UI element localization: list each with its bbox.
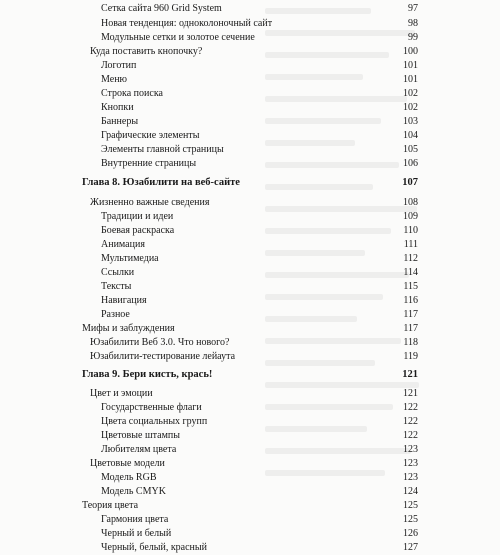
toc-entry-page: 123 [403, 444, 418, 455]
toc-entry-title: Анимация [101, 239, 145, 250]
toc-entry-title: Мультимедиа [101, 253, 159, 264]
toc-entry-title: Глава 8. Юзабилити на веб-сайте [82, 177, 240, 188]
toc-entry-page: 110 [403, 225, 418, 236]
toc-entry-title: Цвет и эмоции [90, 388, 153, 399]
toc-entry [0, 308, 500, 322]
toc-entry-page: 111 [403, 239, 418, 250]
toc-entry [0, 210, 500, 224]
toc-entry [0, 73, 500, 87]
toc-entry-title: Строка поиска [101, 88, 163, 99]
toc-entry [0, 350, 500, 364]
toc-entry-page: 99 [408, 32, 418, 43]
toc-entry [0, 2, 500, 16]
toc-entry-page: 103 [403, 116, 418, 127]
toc-entry-title: Кнопки [101, 102, 134, 113]
toc-entry [0, 87, 500, 101]
toc-entry-title: Цветовые штампы [101, 430, 180, 441]
toc-entry-page: 117 [403, 323, 418, 334]
toc-entry [0, 280, 500, 294]
toc-entry-page: 106 [403, 158, 418, 169]
toc-entry [0, 115, 500, 129]
toc-entry [0, 415, 500, 429]
toc-entry-page: 97 [408, 3, 418, 14]
toc-entry-title: Теория цвета [82, 500, 139, 511]
toc-entry-page: 126 [403, 528, 418, 539]
toc-entry [0, 429, 500, 443]
toc-entry-page: 125 [403, 500, 418, 511]
toc-entry-title: Новая тенденция: одноколоночный сайт [101, 18, 273, 29]
toc-entry-page: 105 [403, 144, 418, 155]
toc-entry-title: Модульные сетки и золотое сечение [101, 32, 255, 43]
toc-entry-title: Элементы главной страницы [101, 144, 224, 155]
toc-entry-page: 121 [403, 388, 418, 399]
toc-entry-page: 122 [403, 416, 418, 427]
toc-entry [0, 336, 500, 350]
toc-entry [0, 252, 500, 266]
toc-entry-page: 121 [402, 369, 418, 380]
toc-entry [0, 485, 500, 499]
toc-entry-page: 104 [403, 130, 418, 141]
toc-entry-title: Куда поставить кнопочку? [90, 46, 203, 57]
toc-entry-title: Мифы и заблуждения [82, 323, 175, 334]
toc-entry-page: 125 [403, 514, 418, 525]
toc-entry-page: 108 [403, 197, 418, 208]
toc-entry-title: Любителям цвета [101, 444, 177, 455]
toc-entry-page: 115 [403, 281, 418, 292]
toc-entry-page: 109 [403, 211, 418, 222]
toc-entry [0, 129, 500, 143]
toc-entry [0, 59, 500, 73]
toc-entry [0, 527, 500, 541]
toc-entry-title: Черный, белый, красный [101, 542, 207, 553]
toc-entry-title: Сетка сайта 960 Grid System [101, 3, 222, 14]
toc-entry [0, 443, 500, 457]
toc-entry-page: 122 [403, 402, 418, 413]
toc-entry-page: 112 [403, 253, 418, 264]
toc-entry-title: Баннеры [101, 116, 139, 127]
toc-entry [0, 157, 500, 171]
toc-entry-page: 123 [403, 472, 418, 483]
toc-entry [0, 322, 500, 336]
toc-entry-page: 101 [403, 74, 418, 85]
toc-entry-title: Внутренние страницы [101, 158, 197, 169]
toc-entry [0, 541, 500, 555]
toc-entry [0, 17, 500, 31]
toc-entry-title: Гармония цвета [101, 514, 169, 525]
toc-entry-page: 101 [403, 60, 418, 71]
toc-entry-title: Государственные флаги [101, 402, 202, 413]
toc-entry [0, 238, 500, 252]
toc-entry [0, 196, 500, 210]
chapter-heading [0, 176, 500, 190]
toc-entry-page: 98 [408, 18, 418, 29]
toc-entry [0, 401, 500, 415]
toc-entry-title: Жизненно важные сведения [90, 197, 210, 208]
toc-entry-page: 124 [403, 486, 418, 497]
toc-entry [0, 266, 500, 280]
toc-entry-page: 116 [403, 295, 418, 306]
toc-entry-title: Модель CMYK [101, 486, 166, 497]
toc-entry-page: 107 [402, 177, 418, 188]
toc-entry-page: 100 [403, 46, 418, 57]
toc-entry-title: Глава 9. Бери кисть, крась! [82, 369, 213, 380]
toc-entry-title: Логотип [101, 60, 137, 71]
toc-entry-title: Тексты [101, 281, 132, 292]
toc-entry-title: Боевая раскраска [101, 225, 175, 236]
toc-entry [0, 471, 500, 485]
toc-entry [0, 101, 500, 115]
toc-entry-title: Черный и белый [101, 528, 172, 539]
toc-entry-title: Графические элементы [101, 130, 200, 141]
toc-entry-page: 102 [403, 88, 418, 99]
toc-entry [0, 387, 500, 401]
toc-entry-title: Юзабилити Веб 3.0. Что нового? [90, 337, 230, 348]
toc-entry-title: Ссылки [101, 267, 135, 278]
toc-entry [0, 513, 500, 527]
toc-entry [0, 143, 500, 157]
toc-entry-page: 119 [403, 351, 418, 362]
toc-entry [0, 31, 500, 45]
toc-entry-page: 123 [403, 458, 418, 469]
toc-entry-page: 102 [403, 102, 418, 113]
toc-entry-title: Цвета социальных групп [101, 416, 208, 427]
toc-entry [0, 457, 500, 471]
toc-entry-title: Традиции и идеи [101, 211, 174, 222]
toc-entry-title: Модель RGB [101, 472, 157, 483]
toc-entry-title: Меню [101, 74, 128, 85]
toc-entry [0, 45, 500, 59]
toc-entry-page: 118 [403, 337, 418, 348]
toc-entry-page: 114 [403, 267, 418, 278]
toc-entry [0, 224, 500, 238]
toc-entry-page: 122 [403, 430, 418, 441]
toc-entry [0, 499, 500, 513]
toc-entry-title: Разное [101, 309, 130, 320]
toc-entry-page: 127 [403, 542, 418, 553]
toc-entry-page: 117 [403, 309, 418, 320]
chapter-heading [0, 368, 500, 382]
toc-entry-title: Навигация [101, 295, 147, 306]
toc-entry [0, 294, 500, 308]
toc-entry-title: Цветовые модели [90, 458, 165, 469]
toc-entry-title: Юзабилити-тестирование лейаута [90, 351, 236, 362]
